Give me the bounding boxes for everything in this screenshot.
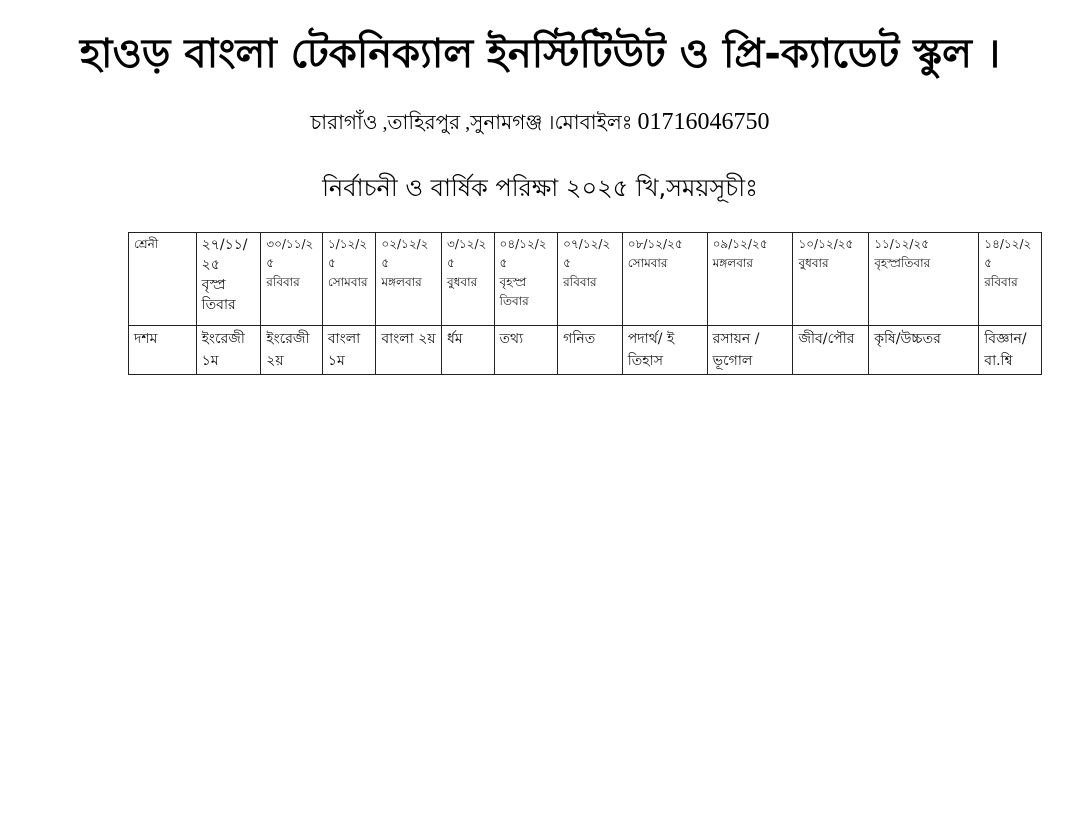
- subject-cell: [322, 326, 376, 375]
- date-header-cell: [376, 233, 442, 326]
- subject-label: তথ্য: [499, 331, 524, 347]
- date-label: ১/১২/২৫: [327, 237, 368, 270]
- date-header-cell: [869, 233, 979, 326]
- subject-label: গনিত: [563, 331, 596, 347]
- date-label: ৩/১২/২৫: [447, 237, 487, 270]
- day-label: মঙ্গলবার: [712, 256, 753, 270]
- subject-cell: [707, 326, 793, 375]
- day-label: মঙ্গলবার: [381, 275, 422, 289]
- date-label: ২৭/১১/২৫: [201, 237, 248, 273]
- date-label: ০৪/১২/২৫: [499, 237, 547, 270]
- subject-cell: [979, 326, 1042, 375]
- subject-label: র্ধম: [447, 331, 463, 347]
- date-header-cell: [622, 233, 707, 326]
- day-label: বুধবার: [447, 275, 478, 289]
- date-label: ১৪/১২/২৫: [984, 237, 1032, 270]
- subject-cell: [442, 326, 495, 375]
- subject-cell: [261, 326, 323, 375]
- day-label: বুধবার: [798, 256, 829, 270]
- subject-label: বিজ্ঞান/ বা.শ্বি: [984, 331, 1027, 369]
- subject-cell: [869, 326, 979, 375]
- date-header-cell: [793, 233, 869, 326]
- exam-schedule-title: নির্বাচনী ও বার্ষিক পরিক্ষা ২০২৫ খি,সময়সূচীঃ: [322, 174, 758, 202]
- subject-label: বাংলা ২য়: [381, 331, 436, 347]
- table-row: [129, 326, 1042, 375]
- day-label: রবিবার: [984, 275, 1018, 289]
- subject-label: জীব/পৌর: [798, 331, 855, 347]
- mobile-number: 01716046750: [637, 109, 770, 135]
- date-label: ০৮/১২/২৫: [627, 237, 683, 251]
- class-header-cell: [129, 233, 197, 326]
- exam-schedule-table: [128, 232, 1042, 375]
- subject-label: কৃষি/উচ্চতর: [874, 331, 941, 347]
- subject-cell: [494, 326, 558, 375]
- subject-cell: [622, 326, 707, 375]
- day-label: বৃহস্প্রতিবার: [499, 275, 529, 308]
- date-label: ৩০/১১/২৫: [266, 237, 314, 270]
- table-header-row: [129, 233, 1042, 326]
- address-text: চারাগাঁও ,তাহিরপুর ,সুনামগঞ্জ ।মোবাইলঃ: [310, 112, 633, 134]
- date-header-cell: [196, 233, 261, 326]
- subject-label: পদার্থ/ ইতিহাস: [627, 331, 675, 369]
- date-label: ১০/১২/২৫: [798, 237, 854, 251]
- day-label: রবিবার: [266, 275, 300, 289]
- day-label: সোমবার: [327, 275, 368, 289]
- date-label: ১১/১২/২৫: [874, 237, 930, 251]
- date-header-cell: [442, 233, 495, 326]
- date-header-cell: [707, 233, 793, 326]
- subject-cell: [558, 326, 623, 375]
- subject-label: রসায়ন /ভূগোল: [712, 331, 760, 369]
- date-header-cell: [979, 233, 1042, 326]
- subject-cell: [793, 326, 869, 375]
- day-label: বৃস্প্রতিবার: [201, 277, 236, 313]
- subject-label: ইংরেজী ১ম: [201, 331, 245, 369]
- day-label: বৃহস্প্রতিবার: [874, 256, 931, 270]
- institute-title: হাওড় বাংলা টেকনিক্যাল ইনস্টিটিউট ও প্রি-ক্যাডেট স্কুল ।: [79, 31, 1001, 77]
- date-header-cell: [322, 233, 376, 326]
- day-label: সোমবার: [627, 256, 668, 270]
- date-header-cell: [494, 233, 558, 326]
- class-header-label: শ্রেনী: [134, 237, 159, 251]
- subject-cell: [376, 326, 442, 375]
- date-label: ০২/১২/২৫: [381, 237, 429, 270]
- day-label: রবিবার: [563, 275, 597, 289]
- date-header-cell: [558, 233, 623, 326]
- subject-label: বাংলা ১ম: [327, 331, 361, 369]
- class-cell: [129, 326, 197, 375]
- subject-cell: [196, 326, 261, 375]
- date-label: ০৭/১২/২৫: [563, 237, 611, 270]
- date-label: ০৯/১২/২৫: [712, 237, 768, 251]
- address-line: [0, 108, 1080, 141]
- subject-label: ইংরেজী ২য়: [266, 331, 310, 369]
- date-header-cell: [261, 233, 323, 326]
- class-label: দশম: [134, 331, 158, 347]
